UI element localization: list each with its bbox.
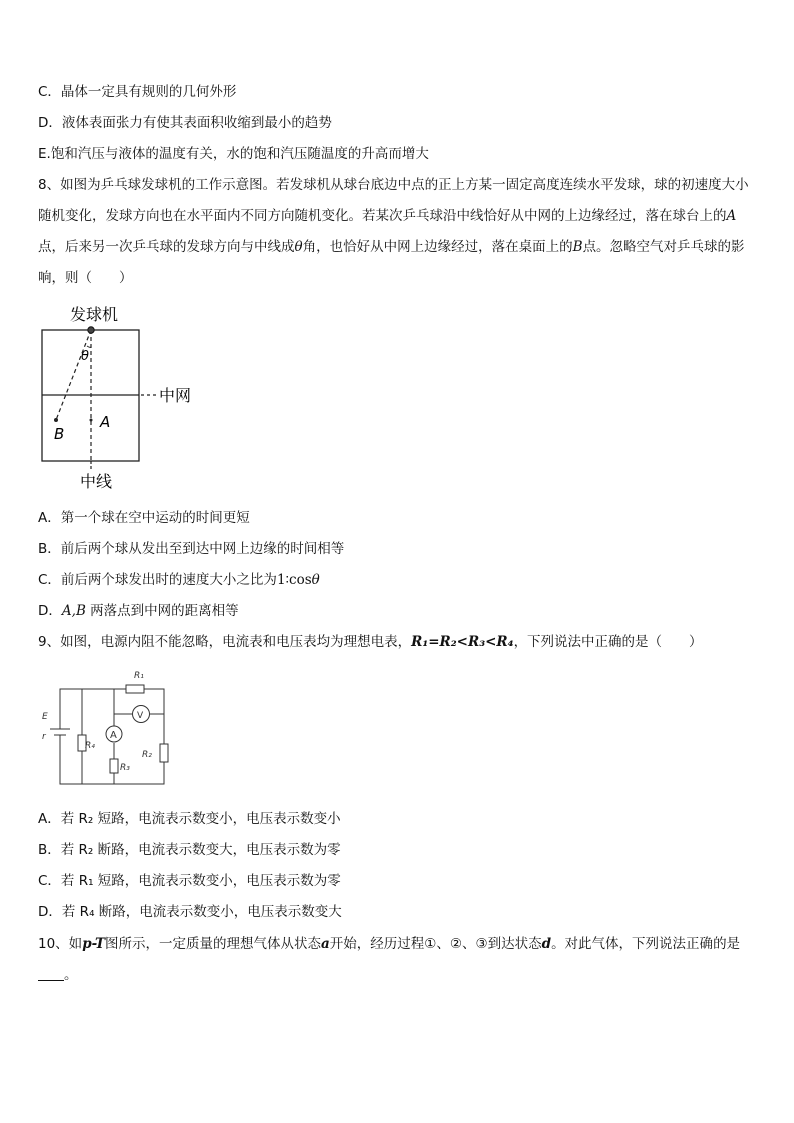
q10-stem-part1: 10、如 [38, 936, 83, 952]
q9-stem-part1: 9、如图，电源内阻不能忽略，电流表和电压表均为理想电表， [38, 634, 412, 650]
answer-blank [38, 966, 64, 981]
r1-label: R₁ [134, 671, 144, 681]
q10-stem-part3: 开始，经历过程①、②、③到达状态 [329, 936, 542, 952]
q8-option-b: B．前后两个球从发出至到达中网上边缘的时间相等 [38, 541, 345, 557]
point-a-dot [90, 419, 93, 422]
q8-stem [38, 170, 760, 294]
r4-label: R₄ [85, 741, 95, 751]
q8-stem-part3: 角，也恰好从中网上边缘经过，落在桌面上的 [302, 239, 573, 255]
q9-stem-part2: ，下列说法中正确的是（ ） [513, 634, 703, 650]
q10-stem-part5b: 。 [64, 967, 78, 983]
q8-stem-part4: 点。忽略空气对乒乓球的影响，则（ ） [38, 239, 745, 286]
q8-option-c-text: C．前后两个球发出时的速度大小之比为 [38, 572, 277, 588]
q7-option-e: E.饱和汽压与液体的温度有关，水的饱和汽压随温度的升高而增大 [38, 146, 429, 162]
q7-option-d: D．液体表面张力有使其表面积收缩到最小的趋势 [38, 115, 332, 131]
ammeter-symbol: A [110, 730, 117, 741]
r3-label: R₃ [120, 763, 130, 773]
q7-option-c: C．晶体一定具有规则的几何外形 [38, 84, 237, 100]
q8-option-c [38, 571, 320, 589]
q10-stem-part2: 图所示，一定质量的理想气体从状态 [105, 936, 322, 952]
q8-stem-part2: 点，后来另一次乒乓球的发球方向与中线成 [38, 239, 295, 255]
q8-option-c-ratio: 1∶cos [276, 572, 312, 588]
q8-theta-ref: θ [294, 239, 303, 255]
centerline-label: 中线 [80, 472, 113, 491]
circuit-figure [38, 666, 178, 790]
q8-option-d-text: 两落点到中网的距离相等 [85, 603, 239, 619]
internal-resistance-label: r [42, 732, 46, 742]
launcher-dot [88, 327, 94, 333]
q10-state-d: d [541, 936, 552, 952]
q9-option-c: C．若 R₁ 短路，电流表示数变小，电压表示数为零 [38, 873, 341, 889]
net-label: 中网 [159, 386, 192, 405]
voltmeter-symbol: V [137, 711, 144, 721]
point-b-dot [54, 418, 58, 422]
r1-resistor [126, 685, 144, 693]
emf-label: E [42, 712, 48, 722]
q9-relation: R₁=R₂<R₃<R₄ [411, 634, 514, 650]
q8-option-d-points: A,B [61, 603, 86, 619]
r3-resistor [110, 759, 118, 773]
q9-stem [38, 633, 703, 651]
q10-stem-part4: 。对此气体，下列说法正确 [551, 936, 714, 952]
q8-point-b-ref: B [572, 239, 583, 255]
q10-pt-diagram: p-T [82, 936, 106, 952]
q10-stem-part5a: 的是 [713, 936, 741, 952]
r2-label: R₂ [142, 750, 152, 760]
q9-option-d: D．若 R₄ 断路，电流表示数变小，电压表示数变大 [38, 904, 342, 920]
q8-option-c-theta: θ [311, 572, 320, 588]
ball-b-path [56, 330, 91, 420]
q9-option-b: B．若 R₂ 断路，电流表示数变大，电压表示数为零 [38, 842, 341, 858]
point-b-label: B [54, 425, 65, 443]
angle-label: θ [81, 349, 89, 364]
r2-resistor [160, 744, 168, 762]
q9-option-a: A．若 R₂ 短路，电流表示数变小，电压表示数变小 [38, 811, 341, 827]
launcher-label: 发球机 [70, 305, 119, 324]
q8-point-a-ref: A [726, 208, 737, 224]
q8-option-d [38, 602, 239, 620]
q8-stem-part1: 8、如图为乒乓球发球机的工作示意图。若发球机从球台底边中点的正上方某一固定高度连续水平发球，球的初速度大小随机变化，发球方向也在水平面内不同方向随机变化。若某次乒乓球沿中线恰好从中网的上边缘经过，落在球台上的 [38, 177, 749, 224]
q8-option-d-prefix: D． [38, 603, 62, 619]
ping-pong-table-figure [30, 298, 200, 494]
q10-stem [38, 929, 760, 991]
point-a-label: A [100, 413, 111, 431]
q10-state-a: a [321, 936, 330, 952]
q8-option-a: A．第一个球在空中运动的时间更短 [38, 510, 250, 526]
